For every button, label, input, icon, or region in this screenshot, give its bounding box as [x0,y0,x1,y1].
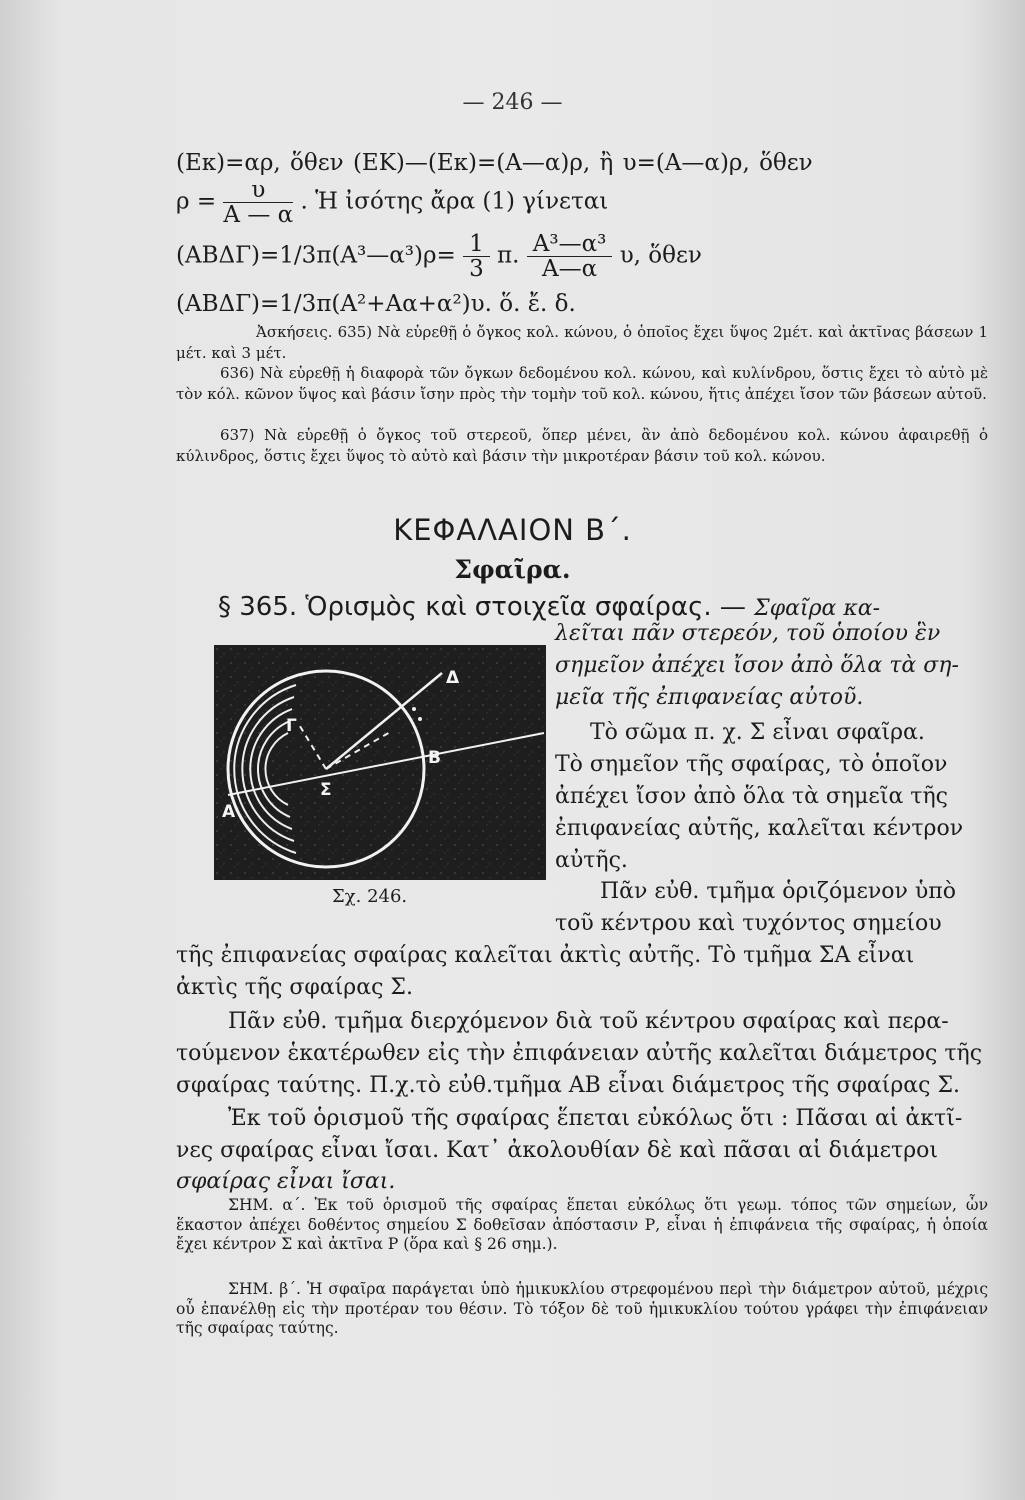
fraction-numerator: Α³—α³ [527,232,613,257]
section-first-words: Σφαῖρα κα- [754,596,881,621]
fraction-v-over-a-minus-a [223,178,293,227]
text-line-r5: Τὸ σημεῖον τῆς σφαίρας, τὸ ὁποῖον [555,752,948,777]
text-line-f7: νες σφαίρας εἶναι ἴσαι. Κατ᾽ ἀκολουθίαν δὲ καὶ πᾶσαι αἱ διάμετροι [176,1138,938,1163]
text-line-f6: Ἐκ τοῦ ὁρισμοῦ τῆς σφαίρας ἕπεται εὐκόλως ὅτι : Πᾶσαι αἱ ἀκτῖ- [228,1106,963,1131]
chapter-title: ΚΕΦΑΛΑΙΟΝ Β΄. [393,513,632,547]
label-delta: Δ [446,668,460,688]
text-line-f1: τῆς ἐπιφανείας σφαίρας καλεῖται ἀκτὶς αὐτῆς. Τὸ τμῆμα ΣΑ εἶναι [176,943,915,968]
text-line-r3: μεῖα τῆς ἐπιφανείας αὐτοῦ. [555,685,864,710]
equation-line-3-end: υ, ὅθεν [619,242,702,269]
text-line-f2: ἀκτὶς τῆς σφαίρας Σ. [176,975,413,1000]
fraction-denominator: Α—α [542,256,598,282]
note-beta: ΣΗΜ. β΄. Ἡ σφαῖρα παράγεται ὑπὸ ἡμικυκλίου στρεφομένου περὶ τὴν διάμετρον αὐτοῦ, μέχρις οὗ ἐπανέλθῃ εἰς τὴν προτέραν του θέσιν. Τὸ τόξον δὲ τοῦ ἡμικυκλίου τούτου γράφει τὴν ἐπιφάνειαν τῆς σφαίρας ταύτης. [176,1280,988,1337]
exercise-636: 636) Νὰ εὑρεθῇ ἡ διαφορὰ τῶν ὄγκων δεδομένου κολ. κώνου, καὶ κυλίνδρου, ὅστις ἔχει τὸ αὐτὸ μὲ τὸν κόλ. κῶνον ὕψος καὶ βάσιν ἴσην πρὸς τὴν τομὴν τοῦ κολ. κώνου, ἥτις ἀπέχει ἴσον τῶν βάσεων αὐτοῦ. [176,364,988,403]
section-title: Ὁρισμὸς καὶ στοιχεῖα σφαίρας. [305,592,712,622]
equation-line-1: (Εκ)=αρ, ὅθεν (ΕΚ)—(Εκ)=(Α—α)ρ, ἢ υ=(Α—α)ρ, ὅθεν [176,150,813,176]
fraction-numerator: 1 [463,232,490,257]
sphere-diagram [214,645,546,880]
text-line-r4: Τὸ σῶμα π. χ. Σ εἶναι σφαῖρα. [590,720,925,745]
section-dash: — [719,592,746,622]
label-alpha: Α [222,802,236,822]
chapter-subtitle: Σφαῖρα. [454,555,571,584]
text-line-f8: σφαίρας εἶναι ἴσαι. [176,1169,396,1194]
figure-caption: Σχ. 246. [332,886,408,907]
equation-line-3-mid: π. [497,242,520,269]
text-line-r6: ἀπέχει ἴσον ἀπὸ ὅλα τὰ σημεῖα τῆς [555,784,948,809]
fraction-denominator: 3 [469,256,484,282]
point-marker-2 [418,717,422,721]
equation-line-2-rhs: . Ἡ ἰσότης ἄρα (1) γίνεται [300,188,609,215]
exercise-635: Ἀσκήσεις. 635) Νὰ εὑρεθῇ ὁ ὄγκος κολ. κώνου, ὁ ὁποῖος ἔχει ὕψος 2μέτ. καὶ ἀκτῖνας βάσεων 1 μέτ. καὶ 3 μέτ. [176,323,988,362]
section-number: § 365. [218,592,298,622]
exercise-637: 637) Νὰ εὑρεθῇ ὁ ὄγκος τοῦ στερεοῦ, ὅπερ μένει, ἂν ἀπὸ δεδομένου κολ. κώνου ἀφαιρεθῇ ὁ κύλινδρος, ὅστις ἔχει ὕψος τὸ αὐτὸ καὶ βάσιν τὴν μικροτέραν βάσιν τοῦ κολ. κώνου. [176,426,988,465]
text-line-r10: τοῦ κέντρου καὶ τυχόντος σημείου [555,911,942,936]
text-line-r1: λεῖται πᾶν στερεόν, τοῦ ὁποίου ἓν [555,621,941,646]
label-sigma: Σ [320,780,332,800]
page-number: — 246 — [462,90,563,115]
text-line-r2: σημεῖον ἀπέχει ἴσον ἀπὸ ὅλα τὰ ση- [555,653,959,678]
point-marker-1 [412,707,416,711]
fraction-denominator: Α — α [223,202,294,228]
fraction-one-third [463,232,490,281]
equation-line-3 [176,232,702,281]
text-line-r9: Πᾶν εὐθ. τμῆμα ὁριζόμενον ὑπὸ [600,879,956,904]
equation-line-2-lhs: ρ = [176,188,217,215]
text-line-f4: τούμενον ἑκατέρωθεν εἰς τὴν ἐπιφάνειαν αὐτῆς καλεῖται διάμετρος τῆς [176,1041,983,1066]
equation-line-3-lhs: (ΑΒΔΓ)=1/3π(Α³—α³)ρ= [176,242,456,269]
equation-line-4: (ΑΒΔΓ)=1/3π(Α²+Αα+α²)υ. ὅ. ἔ. δ. [176,291,576,317]
text-line-r7: ἐπιφανείας αὐτῆς, καλεῖται κέντρον [555,816,964,841]
sphere-figure [214,645,546,880]
label-beta: Β [428,748,441,768]
fraction-numerator: υ [223,178,293,203]
text-line-f3: Πᾶν εὐθ. τμῆμα διερχόμενον διὰ τοῦ κέντρου σφαίρας καὶ περα- [228,1009,949,1034]
equation-line-2 [176,178,608,227]
note-alpha: ΣΗΜ. α΄. Ἐκ τοῦ ὁρισμοῦ τῆς σφαίρας ἕπεται εὐκόλως ὅτι γεωμ. τόπος τῶν σημείων, ὧν ἕκαστον ἀπέχει δοθέντος σημείου Σ δοθεῖσαν ἀπόστασιν Ρ, εἶναι ἡ ἐπιφάνεια τῆς σφαίρας, ἡ ὁποία ἔχει κέντρον Σ καὶ ἀκτῖνα Ρ (ὅρα καὶ § 26 σημ.). [176,1196,988,1253]
fraction-cubes [527,232,613,281]
text-line-f5: σφαίρας ταύτης. Π.χ.τὸ εὐθ.τμῆμα ΑΒ εἶναι διάμετρος τῆς σφαίρας Σ. [176,1073,961,1098]
label-gamma: Γ [286,716,297,736]
text-line-r8: αὐτῆς. [555,848,628,873]
